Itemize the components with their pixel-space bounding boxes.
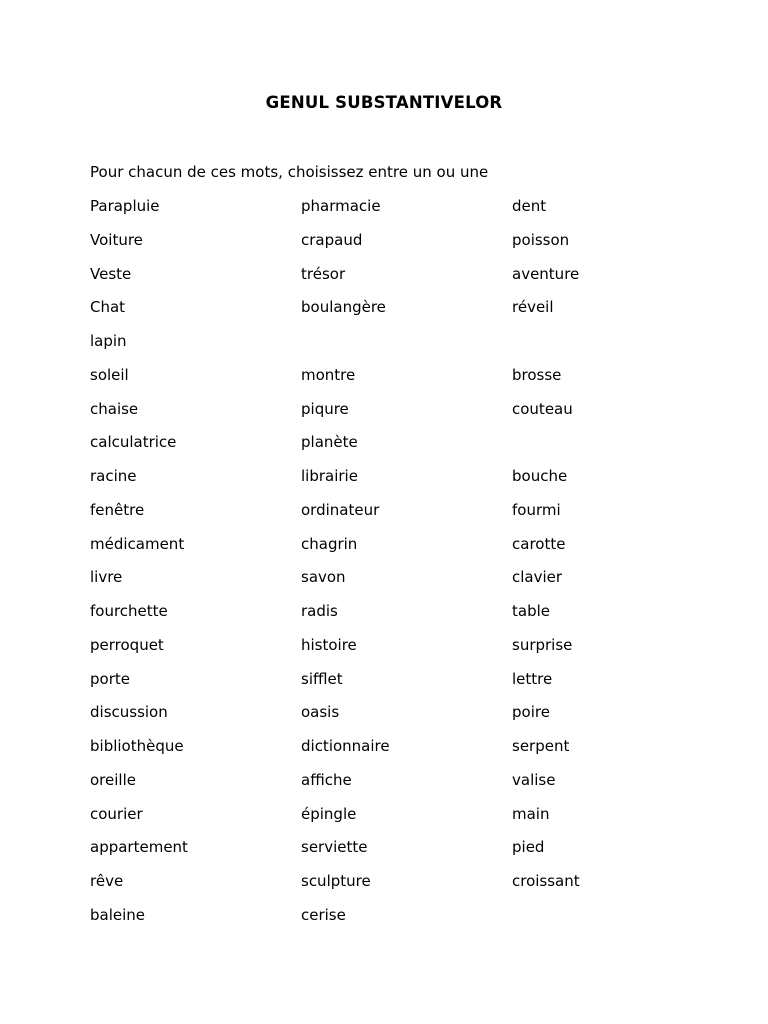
word-item: Parapluie — [90, 197, 160, 215]
word-item: sifflet — [301, 669, 343, 688]
word-item: épingle — [301, 804, 357, 823]
word-item: piqure — [301, 399, 349, 418]
word-item: médicament — [90, 534, 185, 553]
word-item: Voiture — [90, 230, 143, 249]
word-row — [0, 904, 768, 938]
instruction-text: Pour chacun de ces mots, choisissez entre un ou une — [90, 163, 489, 181]
word-row — [0, 870, 768, 904]
word-item: racine — [90, 467, 137, 485]
word-row — [0, 195, 768, 229]
word-item: pied — [512, 838, 545, 857]
word-item: serviette — [301, 838, 368, 857]
word-item: sculpture — [301, 872, 371, 890]
word-item: crapaud — [301, 230, 363, 249]
word-row — [0, 566, 768, 600]
word-row — [0, 398, 768, 432]
word-item: Chat — [90, 298, 126, 317]
word-row — [0, 803, 768, 837]
word-item: radis — [301, 602, 338, 620]
word-item: main — [512, 804, 550, 823]
word-item: trésor — [301, 264, 346, 283]
word-item: dictionnaire — [301, 737, 390, 755]
word-item: clavier — [512, 568, 563, 587]
word-item: planète — [301, 433, 358, 452]
word-item: affiche — [301, 770, 352, 789]
word-item: fourchette — [90, 602, 168, 620]
word-item: pharmacie — [301, 197, 381, 215]
word-row — [0, 499, 768, 533]
word-row — [0, 263, 768, 297]
word-item: poire — [512, 703, 550, 722]
word-item: serpent — [512, 737, 570, 755]
word-item: ordinateur — [301, 500, 380, 519]
word-item: montre — [301, 365, 356, 384]
word-item: perroquet — [90, 635, 164, 654]
word-item: baleine — [90, 905, 146, 924]
word-item: aventure — [512, 264, 580, 283]
word-row — [0, 465, 768, 499]
word-row — [0, 668, 768, 702]
word-item: couteau — [512, 399, 573, 418]
word-item: table — [512, 602, 550, 620]
word-row — [0, 330, 768, 364]
word-row — [0, 296, 768, 330]
word-item: fenêtre — [90, 500, 145, 519]
word-row — [0, 769, 768, 803]
word-item: lettre — [512, 669, 553, 688]
word-item: courier — [90, 804, 143, 823]
word-item: discussion — [90, 703, 168, 722]
word-item: oasis — [301, 703, 340, 722]
word-item: bouche — [512, 467, 568, 485]
word-item: chaise — [90, 399, 139, 418]
word-list — [0, 195, 768, 938]
word-row — [0, 701, 768, 735]
word-item: surprise — [512, 635, 573, 654]
word-item: chagrin — [301, 534, 358, 553]
word-item: calculatrice — [90, 433, 177, 452]
word-item: carotte — [512, 534, 566, 553]
word-item: fourmi — [512, 500, 561, 519]
word-row — [0, 836, 768, 870]
word-item: dent — [512, 197, 547, 215]
word-item: histoire — [301, 635, 357, 654]
word-item: valise — [512, 770, 556, 789]
word-item: bibliothèque — [90, 737, 184, 755]
word-item: brosse — [512, 365, 562, 384]
word-row — [0, 431, 768, 465]
word-item: rêve — [90, 872, 124, 890]
word-item: réveil — [512, 298, 554, 317]
word-item: porte — [90, 669, 130, 688]
word-row — [0, 600, 768, 634]
word-item: savon — [301, 568, 346, 587]
page-title: GENUL SUBSTANTIVELOR — [265, 93, 503, 112]
word-row — [0, 533, 768, 567]
word-row — [0, 229, 768, 263]
word-item: boulangère — [301, 298, 386, 317]
word-item: lapin — [90, 332, 127, 350]
word-row — [0, 364, 768, 398]
word-item: librairie — [301, 467, 358, 485]
word-item: Veste — [90, 264, 132, 283]
word-item: appartement — [90, 838, 188, 857]
word-row — [0, 634, 768, 668]
word-item: croissant — [512, 872, 580, 890]
word-item: oreille — [90, 770, 136, 789]
word-row — [0, 735, 768, 769]
word-item: cerise — [301, 905, 346, 924]
word-item: livre — [90, 568, 123, 587]
word-item: soleil — [90, 365, 129, 384]
word-item: poisson — [512, 230, 570, 249]
